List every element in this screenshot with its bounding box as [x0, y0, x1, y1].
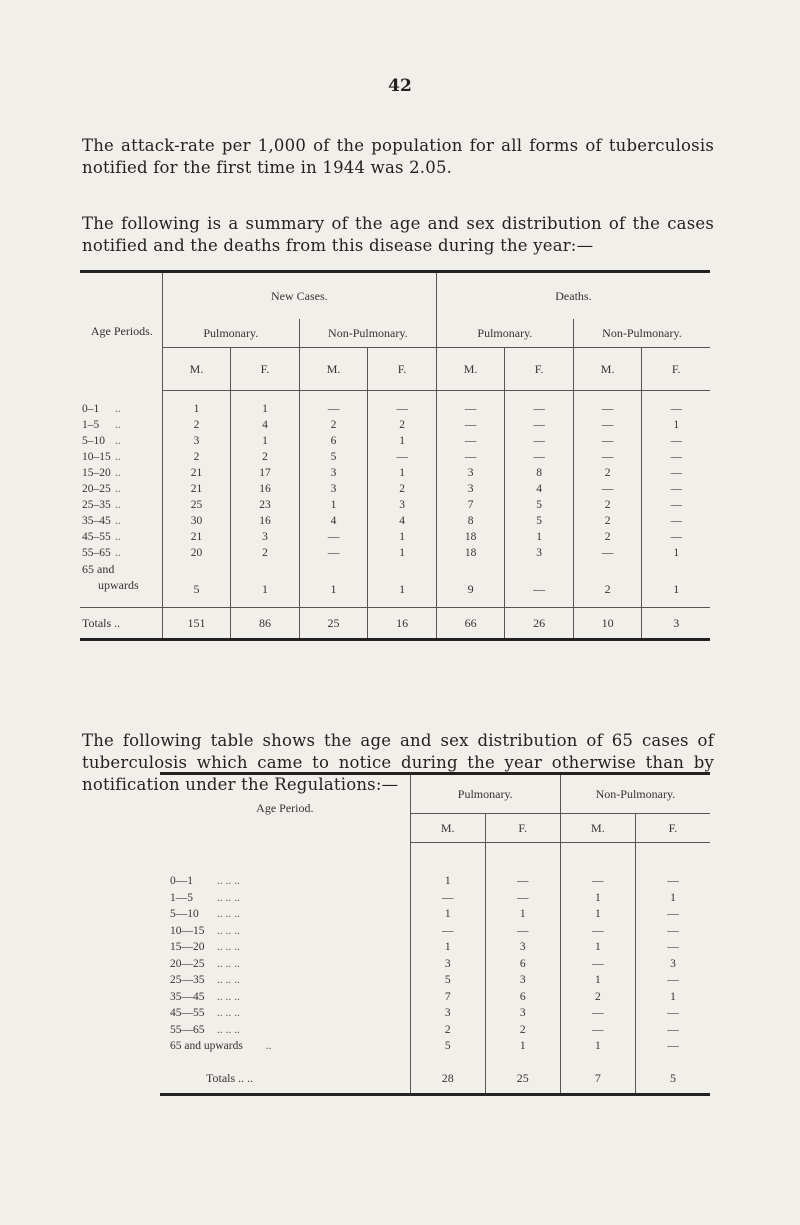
age-label: 25–35	[82, 499, 111, 511]
table-row	[160, 972, 710, 989]
table-cell: —	[573, 481, 642, 497]
table-cell: 1	[560, 1038, 635, 1055]
table-cell: 17	[231, 465, 300, 481]
total-cell: 5	[635, 1065, 710, 1095]
age-label: 1—5	[170, 891, 193, 904]
col-m: M.	[410, 814, 485, 843]
table-cell: 1	[560, 939, 635, 956]
table-cell: 6	[485, 989, 560, 1006]
age-period-header: Age Period.	[160, 774, 410, 843]
age-cell	[80, 481, 162, 497]
table-row	[80, 513, 710, 529]
table-cell: 1	[231, 401, 300, 417]
table-cell: 21	[190, 467, 203, 479]
table-cell: —	[642, 497, 710, 513]
deaths-non-pulmonary-header: Non-Pulmonary.	[573, 319, 710, 348]
age-cell	[80, 449, 162, 465]
table-cell: 30	[190, 515, 203, 527]
pulmonary-header: Pulmonary.	[410, 774, 560, 814]
age-label: 5—10	[170, 908, 199, 921]
table-cell: —	[642, 513, 710, 529]
table-cell: 3	[444, 1007, 451, 1020]
age-label: 0–1	[82, 403, 100, 415]
age-cell	[80, 433, 162, 449]
table-cell: 2	[573, 513, 642, 529]
table-cell: 6	[299, 433, 368, 449]
table-cell: 5	[444, 974, 451, 987]
table-row	[160, 1022, 710, 1039]
table-cell: 1	[444, 908, 451, 921]
table-row	[160, 906, 710, 923]
new-non-pulmonary-header: Non-Pulmonary.	[299, 319, 436, 348]
table-cell: —	[573, 433, 642, 449]
age-cell	[160, 890, 410, 907]
total-cell: 25	[485, 1065, 560, 1095]
table-cell: 2	[193, 451, 200, 463]
table-cell: —	[635, 972, 710, 989]
table-cell: 6	[485, 956, 560, 973]
age-cell	[160, 1022, 410, 1039]
table-row	[160, 923, 710, 940]
dot-leader: ..	[114, 451, 121, 463]
table-cell: 8	[436, 513, 505, 529]
dot-leader: ..	[114, 419, 121, 431]
total-cell: 25	[299, 608, 368, 640]
col-m: M.	[299, 348, 368, 391]
table-cell: —	[436, 433, 505, 449]
table-cell: 1	[444, 875, 451, 888]
table-cell: 23	[231, 497, 300, 513]
table-cell: 1	[642, 561, 710, 597]
table-cell: 3	[505, 545, 574, 561]
age-cell	[80, 513, 162, 529]
table-row	[80, 545, 710, 561]
table-cell: 2	[485, 1022, 560, 1039]
table-cell: 3	[436, 465, 505, 481]
table-cell: 16	[231, 481, 300, 497]
table-cell: —	[368, 401, 437, 417]
dot-leader: ..	[114, 483, 121, 495]
col-m: M.	[573, 348, 642, 391]
dot-leader: ..	[114, 499, 121, 511]
table-cell: 2	[573, 465, 642, 481]
col-f: F.	[505, 348, 574, 391]
dot-leader: .. .. ..	[216, 891, 240, 904]
notified-cases-deaths-table	[80, 270, 710, 641]
table-cell: —	[635, 939, 710, 956]
age-cell	[80, 497, 162, 513]
table-cell: 16	[231, 513, 300, 529]
attack-rate-paragraph: The attack-rate per 1,000 of the population for all forms of tuberculosis notified for the first time in 1944 was 2.05.	[82, 135, 714, 177]
table-cell: 3	[299, 481, 368, 497]
dot-leader: ..	[114, 435, 121, 447]
table-cell: 3	[436, 481, 505, 497]
col-f: F.	[231, 348, 300, 391]
table-cell: 2	[299, 417, 368, 433]
table-cell: —	[505, 449, 574, 465]
table-cell: 25	[190, 499, 203, 511]
table-cell: 1	[299, 561, 368, 597]
table-cell: —	[573, 417, 642, 433]
non-pulmonary-header: Non-Pulmonary.	[560, 774, 710, 814]
table-cell: 1	[505, 529, 574, 545]
total-cell: 86	[231, 608, 300, 640]
age-label: 0—1	[170, 875, 193, 888]
col-m: M.	[162, 348, 231, 391]
dot-leader: .. .. ..	[216, 1023, 240, 1036]
col-f: F.	[485, 814, 560, 843]
table-cell: 5	[505, 497, 574, 513]
table-cell: 5	[505, 513, 574, 529]
dot-leader: .. .. ..	[216, 957, 240, 970]
dot-leader: ..	[114, 403, 121, 415]
table-cell: —	[573, 545, 642, 561]
table-cell: 2	[444, 1023, 451, 1036]
total-cell: 26	[505, 608, 574, 640]
table-cell: —	[560, 1022, 635, 1039]
dot-leader: .. .. ..	[216, 974, 240, 987]
table-cell: —	[505, 417, 574, 433]
table-row	[80, 481, 710, 497]
table-cell: 3	[368, 497, 437, 513]
table-cell: —	[573, 401, 642, 417]
table-cell: 21	[190, 483, 203, 495]
table-cell: 1	[635, 989, 710, 1006]
age-label: 20—25	[170, 957, 205, 970]
table-cell: —	[485, 873, 560, 890]
table-cell: 1	[560, 906, 635, 923]
table-cell: —	[299, 401, 368, 417]
table-cell: 9	[436, 561, 505, 597]
table-cell: —	[560, 956, 635, 973]
age-cell	[80, 545, 162, 561]
dot-leader: ..	[114, 467, 121, 479]
total-cell: 3	[642, 608, 710, 640]
table-cell: 7	[436, 497, 505, 513]
table-cell: 5	[299, 449, 368, 465]
age-label: 15—20	[170, 941, 205, 954]
table-cell: 1	[368, 433, 437, 449]
table-cell: —	[441, 891, 454, 904]
table-row	[160, 956, 710, 973]
table-cell: 5	[444, 1040, 451, 1053]
table-row	[80, 449, 710, 465]
age-label: 5–10	[82, 435, 105, 447]
table-cell: —	[299, 545, 368, 561]
table-row	[80, 417, 710, 433]
table-cell: 3	[444, 957, 451, 970]
table-cell: —	[560, 923, 635, 940]
table-cell: 3	[635, 956, 710, 973]
table-cell: 2	[231, 449, 300, 465]
table-cell: 2	[368, 481, 437, 497]
age-label: 35—45	[170, 990, 205, 1003]
table-cell: 2	[573, 561, 642, 597]
table-cell: —	[485, 890, 560, 907]
table-cell: —	[642, 465, 710, 481]
age-cell	[80, 417, 162, 433]
table-cell: —	[368, 449, 437, 465]
dot-leader: .. .. ..	[216, 908, 240, 921]
col-m: M.	[436, 348, 505, 391]
table-cell: 3	[193, 435, 200, 447]
table-cell: —	[635, 1038, 710, 1055]
table-cell: 3	[485, 972, 560, 989]
table-cell: 1	[231, 561, 300, 597]
age-periods-header: Age Periods.	[80, 272, 162, 391]
table-cell: 2	[193, 419, 200, 431]
age-label: 55—65	[170, 1023, 205, 1036]
table-row	[160, 1005, 710, 1022]
dot-leader: ..	[114, 531, 121, 543]
age-cell	[160, 923, 410, 940]
deaths-header: Deaths.	[436, 272, 710, 320]
total-cell: 66	[436, 608, 505, 640]
table-cell: 2	[573, 497, 642, 513]
table-cell: 3	[299, 465, 368, 481]
table-cell: —	[485, 923, 560, 940]
table-row	[80, 529, 710, 545]
age-label-line2: upwards	[98, 578, 139, 592]
table-cell: 2	[368, 417, 437, 433]
table-row	[80, 465, 710, 481]
table-cell: 1	[368, 561, 437, 597]
table-cell: —	[642, 529, 710, 545]
age-label-line1: 65 and	[82, 562, 115, 576]
dot-leader: .. .. ..	[216, 990, 240, 1003]
table-cell: 1	[368, 545, 437, 561]
age-cell	[80, 401, 162, 417]
dot-leader: ..	[114, 515, 121, 527]
table-cell: —	[436, 449, 505, 465]
page-number: 42	[388, 76, 412, 96]
age-label: 15–20	[82, 467, 111, 479]
table-cell: 4	[368, 513, 437, 529]
table-cell: 1	[642, 417, 710, 433]
table-cell: 1	[231, 433, 300, 449]
table-cell: 7	[444, 990, 451, 1003]
table-cell: 3	[231, 529, 300, 545]
total-cell: 10	[573, 608, 642, 640]
table-cell: —	[436, 417, 505, 433]
summary-intro-paragraph: The following is a summary of the age and sex distribution of the cases notified and the deaths from this disease during the year:—	[82, 213, 714, 255]
table-cell: 4	[231, 417, 300, 433]
table-cell: 1	[485, 906, 560, 923]
age-label: 10–15	[82, 451, 111, 463]
table-cell: —	[560, 873, 635, 890]
table-cell: —	[642, 401, 710, 417]
table-cell: 2	[231, 545, 300, 561]
table-cell: —	[505, 561, 574, 597]
table-cell: 1	[642, 545, 710, 561]
table-cell: 4	[505, 481, 574, 497]
table-cell: —	[505, 401, 574, 417]
table-cell: —	[642, 449, 710, 465]
table-cell: 1	[193, 403, 200, 415]
table-row	[160, 989, 710, 1006]
totals-label: Totals .. ..	[160, 1065, 410, 1095]
table-cell: 1	[368, 529, 437, 545]
table-cell: 21	[190, 531, 203, 543]
age-cell	[160, 873, 410, 890]
non-notified-cases-table	[160, 772, 710, 1096]
table-cell: 1	[368, 465, 437, 481]
table-cell: —	[560, 1005, 635, 1022]
col-f: F.	[642, 348, 710, 391]
col-f: F.	[368, 348, 437, 391]
col-m: M.	[560, 814, 635, 843]
table-cell: 8	[505, 465, 574, 481]
table-row	[160, 939, 710, 956]
new-cases-header: New Cases.	[270, 288, 328, 303]
table-row	[80, 433, 710, 449]
table-cell: —	[635, 1005, 710, 1022]
table-cell: 2	[573, 529, 642, 545]
table-cell: —	[436, 401, 505, 417]
age-label: 45—55	[170, 1007, 205, 1020]
table-cell: 3	[485, 939, 560, 956]
age-cell	[160, 1038, 410, 1055]
total-cell: 7	[560, 1065, 635, 1095]
table-cell: —	[642, 433, 710, 449]
age-cell	[160, 1005, 410, 1022]
dot-leader: .. .. ..	[216, 875, 240, 888]
dot-leader: .. .. ..	[216, 1007, 240, 1020]
table-cell: —	[573, 449, 642, 465]
table-cell: 1	[560, 972, 635, 989]
age-cell	[160, 972, 410, 989]
age-cell	[80, 529, 162, 545]
age-cell	[80, 465, 162, 481]
table-cell: 1	[444, 941, 451, 954]
age-label: 1–5	[82, 419, 100, 431]
dot-leader: ..	[265, 1040, 272, 1053]
table-cell: —	[635, 923, 710, 940]
table-cell: 3	[485, 1005, 560, 1022]
table-cell: —	[505, 433, 574, 449]
otherwise-notified-paragraph: The following table shows the age and sex distribution of 65 cases of tuberculosis which came to notice during the year otherwise than by notification under the Regulations:—	[82, 730, 714, 794]
dot-leader: .. .. ..	[216, 924, 240, 937]
age-label: 35–45	[82, 515, 111, 527]
dot-leader: ..	[114, 547, 121, 559]
age-label: 10—15	[170, 924, 205, 937]
totals-label: Totals ..	[80, 608, 162, 640]
total-cell: 151	[162, 608, 231, 640]
table-cell: 2	[560, 989, 635, 1006]
table-cell: 4	[299, 513, 368, 529]
table-cell: 1	[485, 1038, 560, 1055]
table-cell: —	[642, 481, 710, 497]
table-cell: 5	[193, 582, 200, 596]
age-label: 55–65	[82, 547, 111, 559]
dot-leader: .. .. ..	[216, 941, 240, 954]
table-cell: —	[441, 924, 454, 937]
age-cell	[160, 989, 410, 1006]
deaths-pulmonary-header: Pulmonary.	[436, 319, 573, 348]
table-cell: 1	[560, 890, 635, 907]
table-cell: 18	[436, 545, 505, 561]
table-cell: 20	[190, 547, 203, 559]
table-cell: 1	[299, 497, 368, 513]
age-label: 20–25	[82, 483, 111, 495]
age-label: 25—35	[170, 974, 205, 987]
table-row	[80, 497, 710, 513]
table-row	[160, 890, 710, 907]
table-cell: —	[635, 873, 710, 890]
table-cell: —	[635, 1022, 710, 1039]
table-cell: 1	[635, 890, 710, 907]
total-cell: 16	[368, 608, 437, 640]
col-f: F.	[635, 814, 710, 843]
total-cell: 28	[441, 1071, 454, 1085]
table-cell: —	[635, 906, 710, 923]
age-cell	[160, 956, 410, 973]
table-row	[80, 401, 710, 417]
table-row	[160, 873, 710, 890]
age-label: 65 and upwards	[170, 1040, 243, 1053]
age-cell	[160, 906, 410, 923]
table-cell: 18	[436, 529, 505, 545]
table-cell: —	[299, 529, 368, 545]
age-cell	[80, 561, 162, 597]
age-label: 45–55	[82, 531, 111, 543]
age-cell	[160, 939, 410, 956]
new-pulmonary-header: Pulmonary.	[162, 319, 299, 348]
